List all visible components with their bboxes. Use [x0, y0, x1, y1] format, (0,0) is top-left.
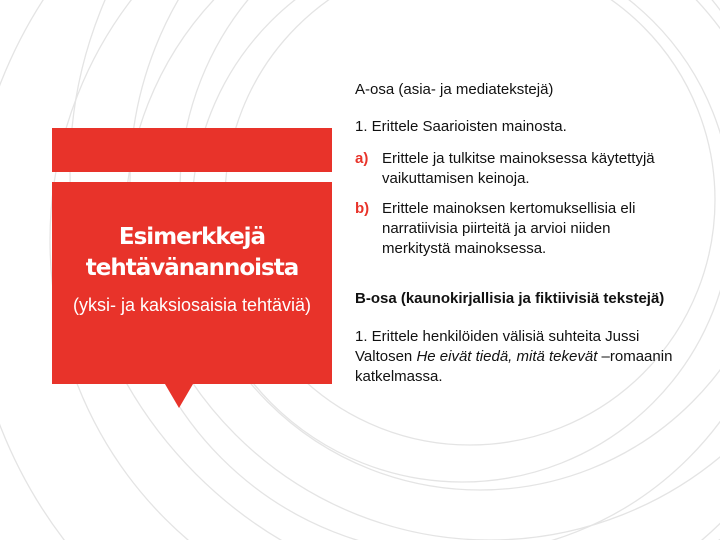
sub-item-a-marker: a)	[355, 150, 369, 167]
sub-item-a	[355, 149, 675, 189]
part-b-heading: B-osa (kaunokirjallisia ja fiktiivisiä tekstejä)	[355, 290, 665, 307]
panel-pointer	[165, 384, 193, 408]
part-b-task-before: 1. Erittele henkilöiden välisiä suhteita Jussi Valtosen	[355, 328, 640, 365]
panel-title: Esimerkkejä tehtävänannoista	[85, 224, 299, 281]
part-a-task: 1. Erittele Saarioisten mainosta.	[355, 118, 567, 135]
accent-strip	[52, 128, 332, 172]
part-b-task-after: –romaanin katkelmassa.	[355, 348, 673, 385]
sub-item-b-text: Erittele mainoksen kertomuksellisia eli narratiivisia piirteitä ja arvioi niiden merkitystä mainoksessa.	[382, 200, 636, 257]
part-b-task-title: He eivät tiedä, mitä tekevät	[416, 348, 598, 365]
title-panel	[52, 182, 332, 384]
part-a-heading: A-osa (asia- ja mediatekstejä)	[355, 81, 554, 98]
content-column	[355, 80, 675, 387]
panel-subtitle: (yksi- ja kaksiosaisia tehtäviä)	[72, 295, 312, 315]
sub-item-a-text: Erittele ja tulkitse mainoksessa käytettyjä vaikuttamisen keinoja.	[382, 150, 655, 187]
part-b-task	[355, 327, 675, 387]
sub-item-b-marker: b)	[355, 200, 370, 217]
sub-item-b	[355, 199, 675, 259]
